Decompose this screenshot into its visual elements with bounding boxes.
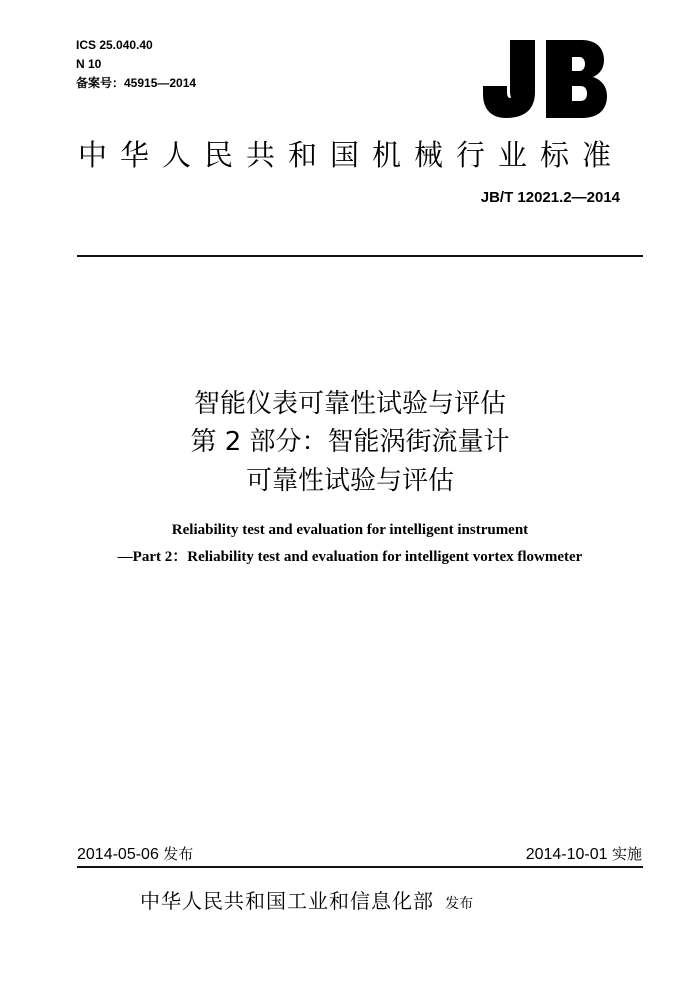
english-title-line-1: Reliability test and evaluation for intelligent instrument bbox=[171, 522, 529, 538]
publisher-ministry: 中华人民共和国工业和信息化部 bbox=[140, 889, 434, 913]
issue-date-label: 发布 bbox=[163, 845, 194, 863]
jb-logo-graphic bbox=[480, 30, 610, 122]
chinese-title-line-2: 第 2 部分：智能涡街流量计 bbox=[190, 427, 510, 457]
effective-date-label: 实施 bbox=[611, 845, 642, 863]
classification-code: N 10 bbox=[76, 57, 102, 71]
industry-standard-title: 中华人民共和国机械行业标准 bbox=[78, 138, 625, 172]
jb-logo bbox=[480, 30, 610, 122]
standard-number: JB/T 12021.2—2014 bbox=[480, 189, 620, 206]
chinese-title-line-3: 可靠性试验与评估 bbox=[245, 466, 454, 496]
publisher bbox=[140, 885, 473, 914]
issue-date-value: 2014-05-06 bbox=[77, 846, 159, 863]
publisher-release-label: 发布 bbox=[445, 896, 474, 912]
footer-divider bbox=[77, 866, 643, 868]
header-divider bbox=[77, 255, 643, 257]
ics-code: ICS 25.040.40 bbox=[76, 38, 153, 52]
chinese-title-line-1: 智能仪表可靠性试验与评估 bbox=[193, 389, 506, 419]
effective-date-value: 2014-10-01 bbox=[525, 846, 608, 863]
english-title-line-2: —Part 2：Reliability test and evaluation for intelligent vortex flowmeter bbox=[117, 549, 583, 565]
effective-date bbox=[526, 843, 642, 864]
filing-number: 备案号：45915—2014 bbox=[76, 76, 197, 90]
issue-date bbox=[77, 843, 193, 864]
document-meta bbox=[76, 36, 196, 93]
